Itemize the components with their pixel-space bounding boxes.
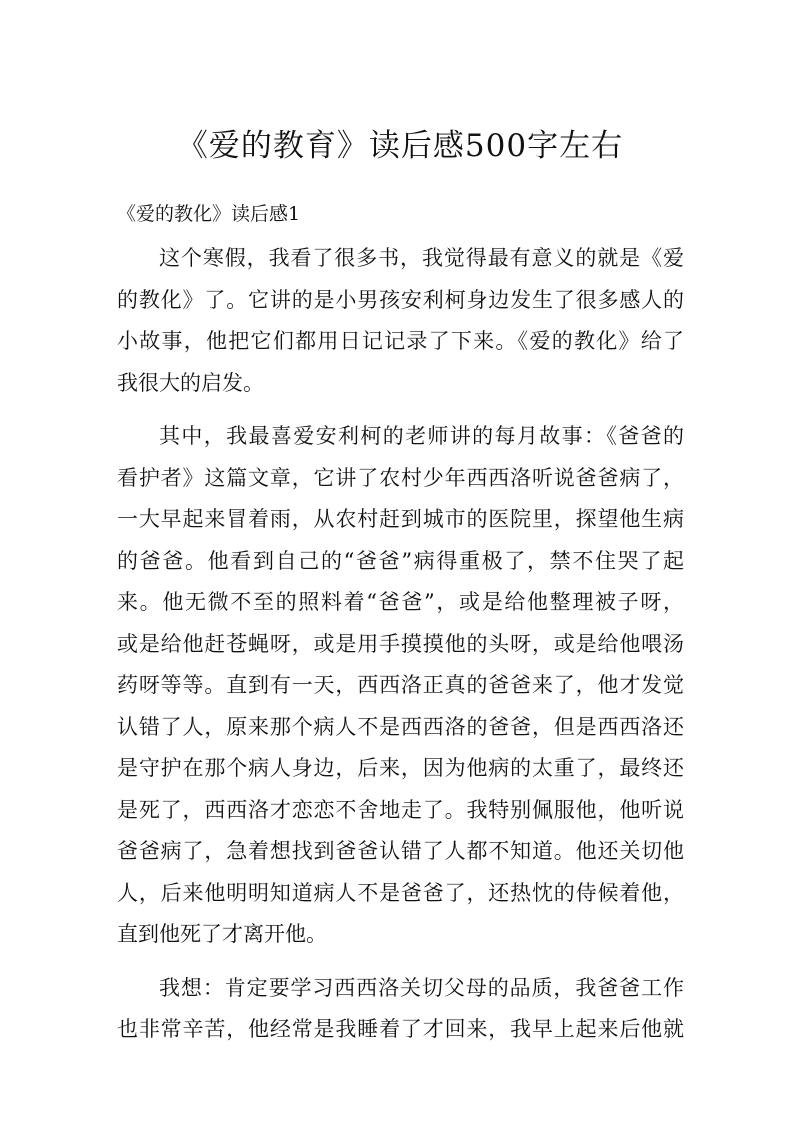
paragraph-2: [117, 416, 684, 956]
text-line: 来。他无微不至的照料着“爸爸”，或是给他整理被子呀，: [117, 590, 684, 614]
text-line: 这个寒假，我看了很多书，我觉得最有意义的就是《爱: [159, 246, 684, 270]
text-line: 我很大的启发。: [117, 370, 264, 395]
text-line: 也非常辛苦，他经常是我睡着了才回来，我早上起来后他就: [117, 1017, 684, 1041]
section-heading: 《爱的教化》读后感1: [117, 203, 301, 225]
text-line: 一大早起来冒着雨，从农村赶到城市的医院里，探望他生病: [117, 507, 684, 531]
text-line: 或是给他赶苍蝇呀，或是用手摸摸他的头呀，或是给他喂汤: [117, 631, 684, 656]
page-title: 《爱的教育》读后感500字左右: [176, 128, 624, 164]
text-line: 认错了人，原来那个病人不是西西洛的爸爸，但是西西洛还: [117, 714, 684, 739]
text-line: 的教化》了。它讲的是小男孩安利柯身边发生了很多感人的: [117, 287, 684, 312]
text-line: 看护者》这篇文章，它讲了农村少年西西洛听说爸爸病了，: [117, 465, 684, 490]
text-line: 人，后来他明明知道病人不是爸爸了，还热忱的侍候着他，: [117, 880, 684, 905]
text-line: 的爸爸。他看到自己的“爸爸”病得重极了，禁不住哭了起: [117, 548, 684, 573]
paragraph-3: [117, 968, 684, 1051]
document-body: [117, 238, 684, 1063]
text-line: 我想：肯定要学习西西洛关切父母的品质，我爸爸工作: [159, 975, 684, 1000]
text-line: 是守护在那个病人身边，后来，因为他病的太重了，最终还: [117, 756, 684, 780]
text-line: 是死了，西西洛才恋恋不舍地走了。我特别佩服他，他听说: [117, 797, 684, 822]
text-line: 小故事，他把它们都用日记记录了下来。《爱的教化》给了: [117, 329, 684, 353]
text-line: 药呀等等。直到有一天，西西洛正真的爸爸来了，他才发觉: [117, 673, 684, 697]
text-line: 其中，我最喜爱安利柯的老师讲的每月故事：《爸爸的: [159, 424, 684, 448]
paragraph-1: [117, 238, 684, 404]
text-line: 爸爸病了，急着想找到爸爸认错了人都不知道。他还关切他: [117, 839, 684, 863]
text-line: 直到他死了才离开他。: [117, 922, 327, 946]
